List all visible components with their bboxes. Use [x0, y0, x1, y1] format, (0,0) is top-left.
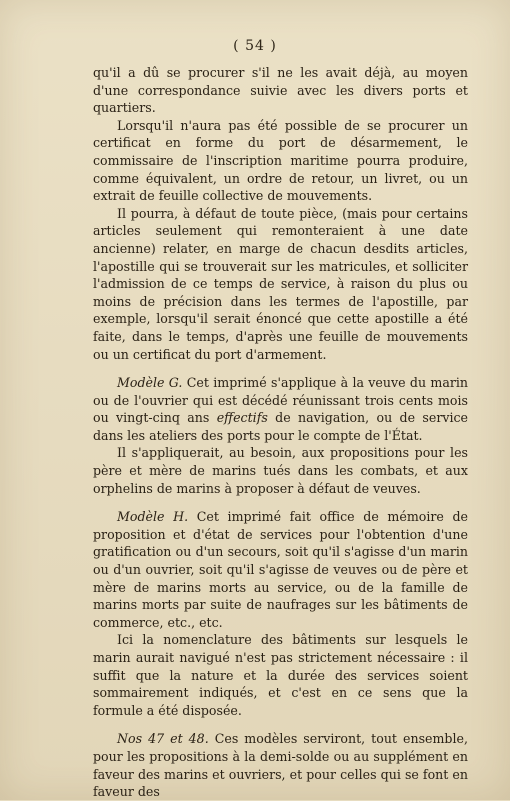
paragraph-orphelins: Il s'appliquerait, au besoin, aux propositions pour les père et mère de marins tués dans les combats, et aux orphelins de marins à proposer à défaut de veuves. — [93, 445, 468, 496]
body-text — [93, 64, 468, 801]
modeles-47-48-text: Ces modèles serviront, tout ensemble, pour les propositions à la demi-solde ou au supplément en faveur des marins et ouvriers, et pour celles qui se font en faveur des — [93, 731, 468, 800]
modele-h-text: Cet imprimé fait office de mémoire de proposition et d'état de services pour l'obtention d'une gratification ou d'un secours, soit qu'il s'agisse d'un marin ou d'un ouvrier, soit qu'il s'agisse de veuves ou de père et mère de marins morts au service, ou de la famille de marins morts par suite de naufrages sur les bâtiments de commerce, etc., etc. — [93, 509, 468, 630]
modele-g-emphasis: effectifs — [216, 410, 268, 426]
paragraph-apostille: Il pourra, à défaut de toute pièce, (mais pour certains articles seulement qui remonteraient à une date ancienne) relater, en marge de chacun desdits articles, l'apostille qui se trouverait sur les matricules, et solliciter l'admission de ce temps de service, à raison du plus ou moins de précision dans les termes de l'apostille, par exemple, lorsqu'il serait énoncé que cette apostille a été faite, dans le temps, d'après une feuille de mouvements ou un certificat du port d'armement. — [93, 205, 468, 362]
modeles-47-48-label: Nos 47 et 48. — [117, 731, 209, 747]
modele-g-label: Modèle G. — [117, 375, 183, 391]
page-number: ( 54 ) — [233, 38, 277, 54]
paragraph-modele-h — [93, 508, 468, 631]
paragraph-continuation: qu'il a dû se procurer s'il ne les avait déjà, au moyen d'une correspondance suivie avec les divers ports et quartiers. — [93, 65, 468, 116]
paragraph-modeles-47-48 — [93, 730, 468, 800]
paragraph-modele-g — [93, 374, 468, 444]
modele-g-text-a: Cet imprimé s'applique à la veuve du marin ou de l'ouvrier qui est décédé réunissant trois cents mois ou vingt-cinq ans — [93, 375, 468, 426]
paragraph-nomenclature: Ici la nomenclature des bâtiments sur lesquels le marin aurait navigué n'est pas strictement nécessaire : il suffit que la nature et la durée des services soient sommairement indiqués, et c'est en ce sens que la formule a été disposée. — [93, 632, 468, 718]
modele-h-label: Modèle H. — [117, 509, 189, 525]
paragraph-certificat: Lorsqu'il n'aura pas été possible de se procurer un certificat en forme du port de désarmement, le commissaire de l'inscription maritime pourra produire, comme équivalent, un ordre de retour, un livret, ou un extrait de feuille collective de mouvements. — [93, 117, 468, 204]
modele-g-text-b: de navigation, ou de service dans les ateliers des ports pour le compte de l'État. — [93, 410, 468, 443]
